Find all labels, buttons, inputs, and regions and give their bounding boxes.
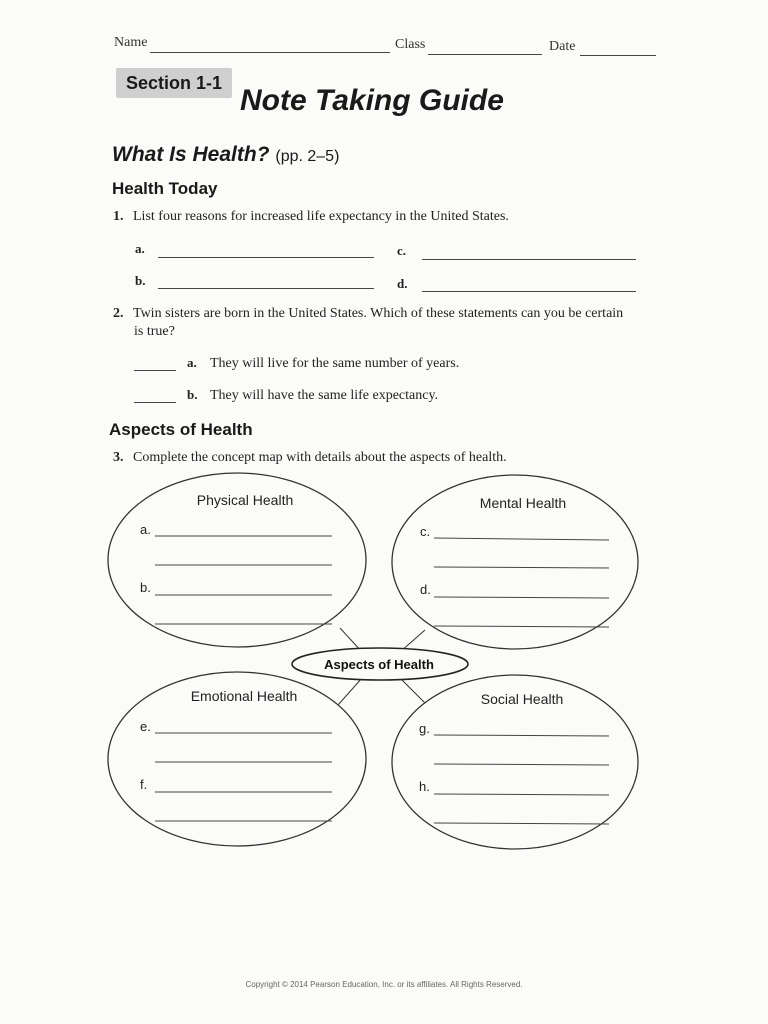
node-mental-letter-c: c. (420, 524, 431, 539)
name-label: Name (114, 35, 148, 50)
node-social-letter-g: g. (419, 721, 430, 736)
question-2-line1: Twin sisters are born in the United States. Which of these statements can you be certain (133, 306, 624, 321)
question-1-number: 1. (113, 209, 124, 224)
q2-letter-b: b. (187, 387, 198, 402)
class-label: Class (395, 37, 426, 52)
social-answer-g-line2[interactable] (434, 764, 609, 765)
q1-letter-c: c. (397, 243, 407, 258)
q1-letter-a: a. (135, 241, 145, 256)
question-2-line2: is true? (134, 324, 175, 339)
question-3-number: 3. (113, 450, 124, 465)
mental-answer-d-line2[interactable] (434, 626, 609, 627)
mental-answer-c-line2[interactable] (434, 567, 609, 568)
subheading-health-today: Health Today (112, 179, 218, 198)
date-label: Date (549, 39, 576, 54)
question-1-text: List four reasons for increased life expectancy in the United States. (133, 209, 509, 224)
q2-option-a: They will live for the same number of years. (210, 356, 460, 371)
node-emotional-label: Emotional Health (190, 688, 298, 704)
mental-answer-d-line1[interactable] (434, 597, 609, 598)
node-physical-letter-a: a. (140, 522, 151, 537)
hub-label: Aspects of Health (324, 657, 434, 672)
mental-answer-c-line1[interactable] (434, 538, 609, 540)
social-answer-h-line1[interactable] (434, 794, 609, 795)
question-3-text: Complete the concept map with details about the aspects of health. (133, 450, 507, 465)
node-social-label: Social Health (480, 691, 564, 707)
connector-emotional (338, 678, 362, 705)
social-answer-h-line2[interactable] (434, 823, 609, 824)
q1-letter-b: b. (135, 273, 146, 288)
node-physical-letter-b: b. (140, 580, 151, 595)
node-social-letter-h: h. (419, 779, 430, 794)
node-mental-letter-d: d. (420, 582, 431, 597)
q2-letter-a: a. (187, 355, 197, 370)
section-badge: Section 1-1 (116, 68, 232, 98)
q1-letter-d: d. (397, 276, 408, 291)
node-emotional-letter-e: e. (140, 719, 151, 734)
node-emotional-letter-f: f. (140, 777, 148, 792)
heading-text: What Is Health? (112, 143, 270, 166)
copyright-footer: Copyright © 2014 Pearson Education, Inc. or its affiliates. All Rights Reserved. (245, 980, 523, 989)
node-physical-label: Physical Health (196, 492, 294, 508)
social-answer-g-line1[interactable] (434, 735, 609, 736)
connector-social (400, 678, 425, 703)
node-mental-label: Mental Health (479, 495, 567, 511)
question-2-number: 2. (113, 306, 124, 321)
subheading-aspects-of-health: Aspects of Health (109, 420, 253, 439)
page-title: Note Taking Guide (240, 84, 504, 117)
q2-option-b: They will have the same life expectancy. (210, 388, 439, 403)
heading-pages: (pp. 2–5) (275, 148, 340, 165)
